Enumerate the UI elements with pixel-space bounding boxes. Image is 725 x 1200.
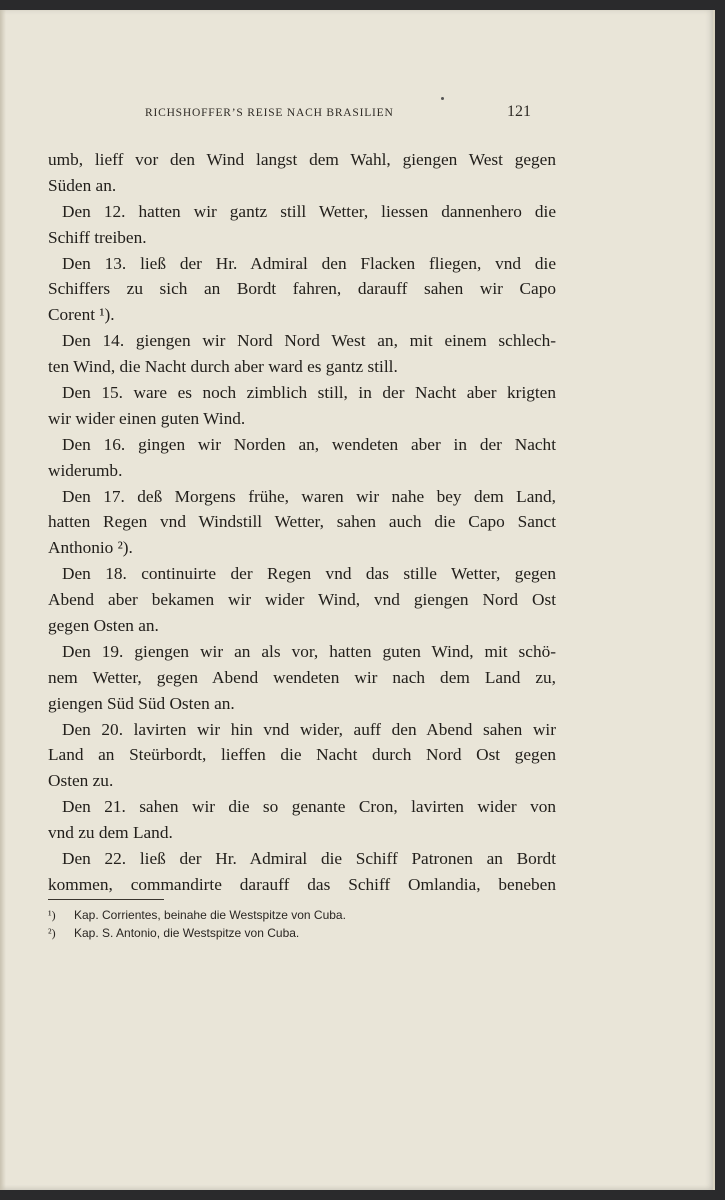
text-line: Schiff treiben. xyxy=(48,227,147,247)
printers-mark-dot xyxy=(441,97,444,100)
text-line: Den 16. gingen wir Norden an, wendeten aber in der Nacht xyxy=(62,434,556,454)
footnote-divider xyxy=(48,899,164,900)
text-line: Schiffers zu sich an Bordt fahren, darauff sahen wir Capo xyxy=(48,279,556,299)
text-line: widerumb. xyxy=(48,460,123,480)
text-line: Anthonio ²). xyxy=(48,538,133,558)
text-line: Osten zu. xyxy=(48,771,114,791)
text-line: nem Wetter, gegen Abend wendeten wir nach dem Land zu, xyxy=(48,667,556,687)
footnote xyxy=(48,924,558,942)
body-text xyxy=(48,147,556,898)
footnotes xyxy=(48,906,558,942)
text-line: Den 13. ließ der Hr. Admiral den Flacken fliegen, vnd die xyxy=(62,253,556,273)
text-line: kommen, commandirte darauff das Schiff Omlandia, beneben xyxy=(48,874,556,894)
text-line: Den 15. ware es noch zimblich still, in der Nacht aber krigten xyxy=(62,383,556,403)
running-head: RICHSHOFFER’S REISE NACH BRASILIEN xyxy=(145,107,394,119)
text-line: wir wider einen guten Wind. xyxy=(48,408,246,428)
text-line: Land an Steürbordt, lieffen die Nacht durch Nord Ost gegen xyxy=(48,745,556,765)
text-line: giengen Süd Süd Osten an. xyxy=(48,693,235,713)
page-number: 121 xyxy=(507,103,531,120)
text-line: Den 21. sahen wir die so genante Cron, lavirten wider von xyxy=(62,797,556,817)
page-gutter-shadow xyxy=(0,10,6,1190)
text-line: gegen Osten an. xyxy=(48,616,159,636)
text-line: Abend aber bekamen wir wider Wind, vnd giengen Nord Ost xyxy=(48,590,556,610)
footnote-marker: ¹) xyxy=(48,908,56,922)
text-line: Corent ¹). xyxy=(48,305,115,325)
text-line: Den 12. hatten wir gantz still Wetter, liessen dannenhero die xyxy=(62,201,556,221)
text-line: Den 14. giengen wir Nord Nord West an, mit einem schlech- xyxy=(62,331,556,351)
text-line: Den 20. lavirten wir hin vnd wider, auff den Abend sahen wir xyxy=(62,719,556,739)
text-line: hatten Regen vnd Windstill Wetter, sahen auch die Capo Sanct xyxy=(48,512,556,532)
text-line: Den 19. giengen wir an als vor, hatten guten Wind, mit schö- xyxy=(62,641,556,661)
text-line: umb, lieff vor den Wind langst dem Wahl, giengen West gegen xyxy=(48,150,556,169)
footnote-marker: ²) xyxy=(48,926,56,940)
text-line: Den 18. continuirte der Regen vnd das stille Wetter, gegen xyxy=(62,564,556,584)
text-line: Den 22. ließ der Hr. Admiral die Schiff Patronen an Bordt xyxy=(62,849,556,869)
footnote-text: Kap. Corrientes, beinahe die Westspitze von Cuba. xyxy=(74,908,346,922)
text-line: Den 17. deß Morgens frühe, waren wir nahe bey dem Land, xyxy=(62,486,556,506)
footnote xyxy=(48,906,558,924)
text-line: Süden an. xyxy=(48,175,117,195)
text-line: vnd zu dem Land. xyxy=(48,823,173,843)
text-line: ten Wind, die Nacht durch aber ward es gantz still. xyxy=(48,357,398,377)
footnote-text: Kap. S. Antonio, die Westspitze von Cuba. xyxy=(74,926,300,940)
